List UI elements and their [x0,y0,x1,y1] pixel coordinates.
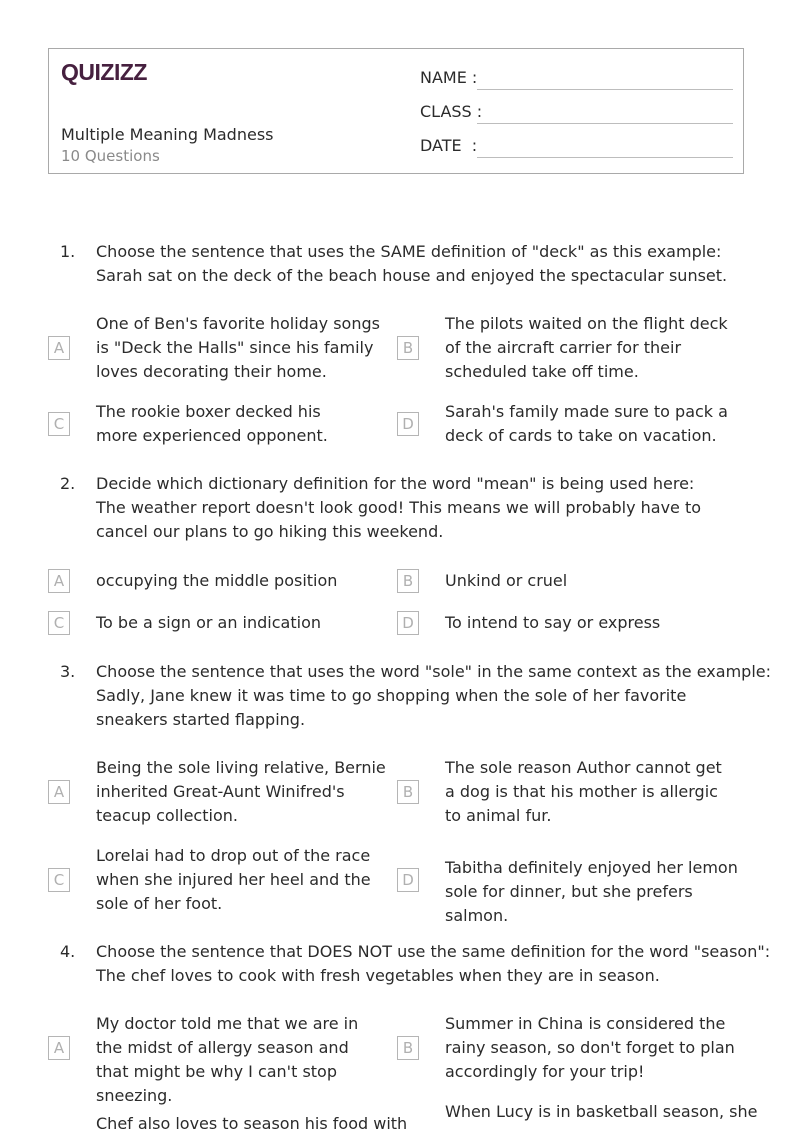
question-text [96,940,771,988]
date-line[interactable] [477,157,733,158]
class-label: CLASS : [420,102,483,121]
option-text: Lorelai had to drop out of the race when she injured her heel and the sole of her foot. [96,846,371,913]
option-text: The rookie boxer decked his more experienced opponent. [96,402,328,445]
option-letter[interactable]: B [397,1036,419,1060]
question-number: 4. [60,942,76,961]
name-label: NAME : [420,68,478,87]
option-letter[interactable]: D [397,868,419,892]
date-field [420,136,477,155]
option-letter[interactable]: A [48,1036,70,1060]
option-text: One of Ben's favorite holiday songs is "Deck the Halls" since his family loves decorating their home. [96,314,380,381]
option-text: The pilots waited on the flight deck of the aircraft carrier for their scheduled take off time. [445,314,728,381]
question-text [96,472,746,544]
option-text: To be a sign or an indication [96,613,321,632]
option-text: Sarah's family made sure to pack a deck of cards to take on vacation. [445,402,728,445]
option-letter[interactable]: B [397,569,419,593]
option-letter[interactable]: D [397,611,419,635]
name-field [420,68,477,87]
option-letter[interactable]: C [48,868,70,892]
worksheet-title: Multiple Meaning Madness [61,125,274,144]
question-line: Choose the sentence that DOES NOT use the same definition for the word "season": [96,942,771,961]
option-text: Summer in China is considered the rainy season, so don't forget to plan accordingly for your trip! [445,1014,735,1081]
question-line: Sarah sat on the deck of the beach house and enjoyed the spectacular sunset. [96,266,728,285]
question-line: The chef loves to cook with fresh vegetables when they are in season. [96,966,660,985]
option-text: Tabitha definitely enjoyed her lemon sole for dinner, but she prefers salmon. [445,858,738,925]
class-field [420,102,482,121]
option-text: Being the sole living relative, Bernie inherited Great-Aunt Winifred's teacup collection. [96,758,386,825]
date-label: DATE : [420,136,478,155]
quizizz-logo: QUIZIZZ [61,59,147,85]
option-letter[interactable]: A [48,780,70,804]
worksheet-header [48,48,744,174]
option-letter[interactable]: C [48,611,70,635]
option-letter[interactable]: B [397,780,419,804]
option-letter[interactable]: A [48,569,70,593]
option-text: To intend to say or express [445,613,661,632]
option-letter[interactable]: C [48,412,70,436]
question-count: 10 Questions [61,147,160,165]
name-line[interactable] [477,89,733,90]
question-text [96,660,771,732]
option-text: When Lucy is in basketball season, she [445,1102,758,1121]
question-line: Sadly, Jane knew it was time to go shopping when the sole of her favorite sneakers started flapping. [96,686,687,729]
option-letter[interactable]: A [48,336,70,360]
option-letter[interactable]: B [397,336,419,360]
question-number: 3. [60,662,76,681]
option-text: Chef also loves to season his food with [96,1114,408,1133]
question-line: Decide which dictionary definition for the word "mean" is being used here: [96,474,695,493]
option-letter[interactable]: D [397,412,419,436]
option-text: Unkind or cruel [445,571,568,590]
question-line: The weather report doesn't look good! This means we will probably have to cancel our plans to go hiking this weekend. [96,498,702,541]
question-line: Choose the sentence that uses the word "sole" in the same context as the example: [96,662,771,681]
class-line[interactable] [477,123,733,124]
option-text: The sole reason Author cannot get a dog is that his mother is allergic to animal fur. [445,758,722,825]
question-line: Choose the sentence that uses the SAME definition of "deck" as this example: [96,242,722,261]
question-number: 1. [60,242,76,261]
option-text: occupying the middle position [96,571,338,590]
question-text [96,240,746,288]
option-text: My doctor told me that we are in the midst of allergy season and that might be why I can't stop sneezing. [96,1014,359,1105]
question-number: 2. [60,474,76,493]
